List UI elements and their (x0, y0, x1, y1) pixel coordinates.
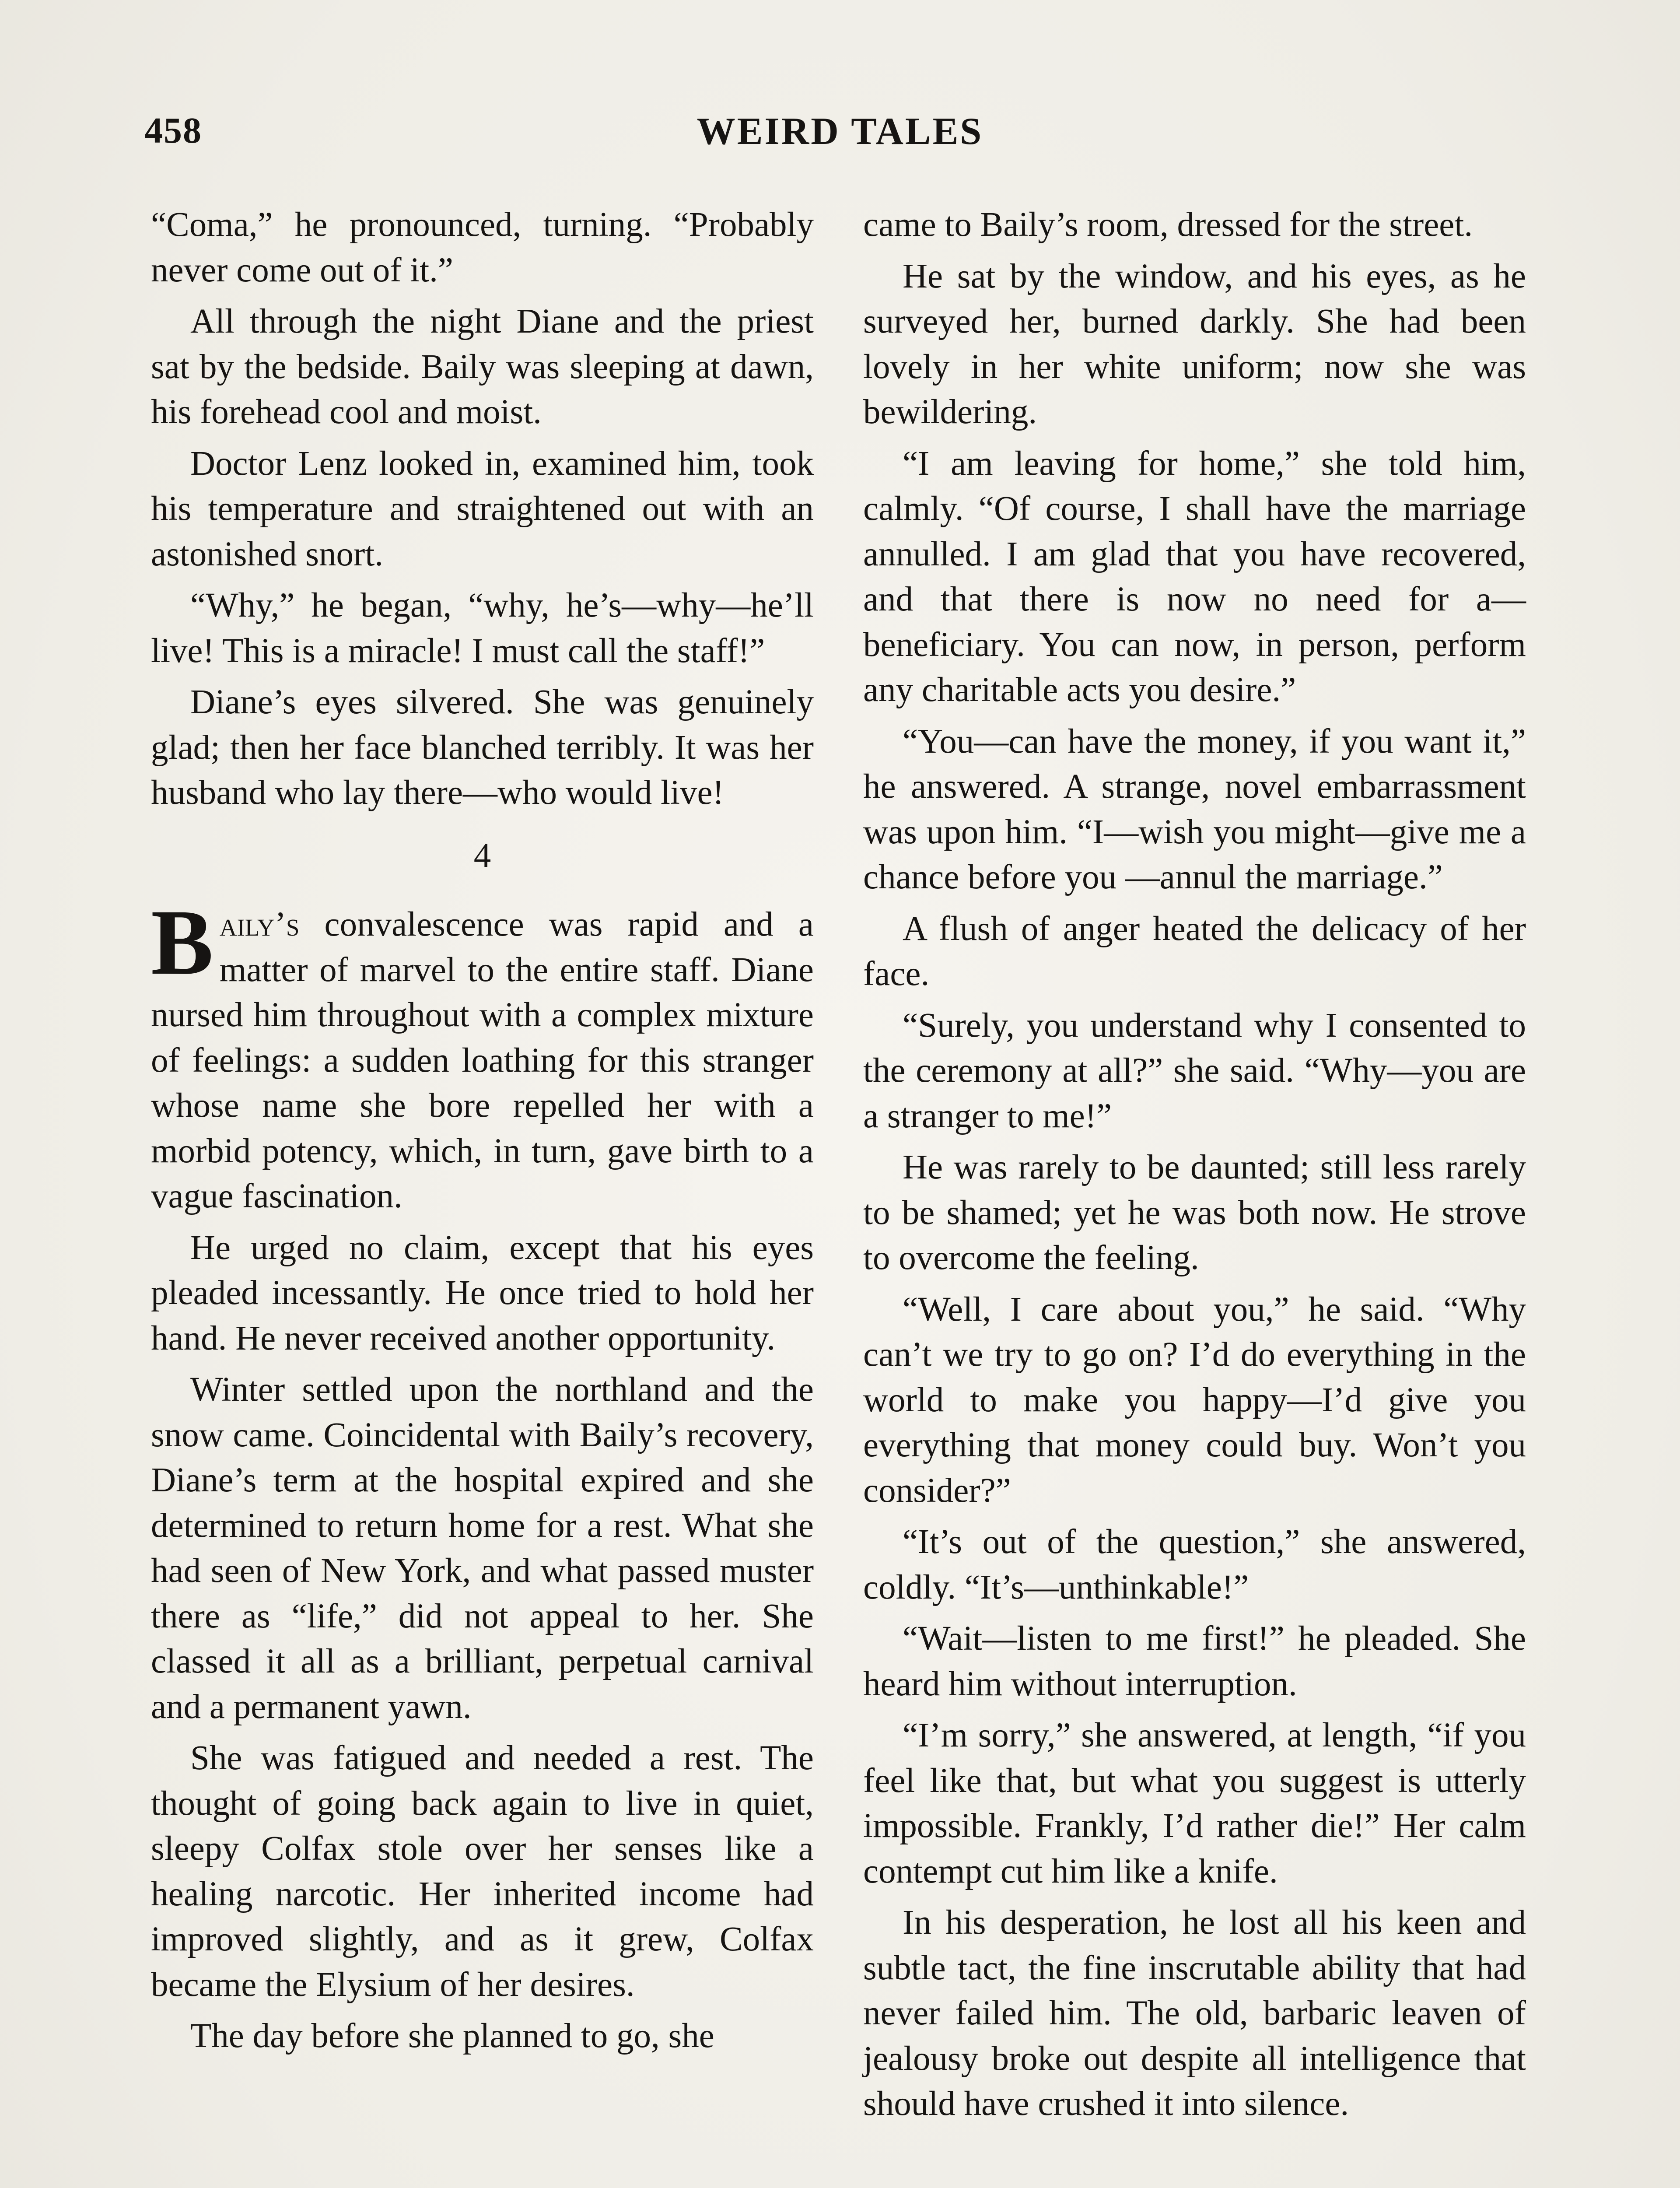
drop-cap: B (151, 891, 214, 994)
paragraph: “Coma,” he pronounced, turning. “Probably never come out of it.” (151, 206, 814, 289)
paragraph: “You—can have the money, if you want it,” he answered. A strange, novel embarrassment was upon him. “I—wish you might—give me a chance before you —annul the marriage.” (863, 722, 1526, 896)
paragraph: “Wait—listen to me first!” he pleaded. She heard him without interruption. (863, 1620, 1526, 1703)
paragraph: He urged no claim, except that his eyes pleaded incessantly. He once tried to hold her hand. He never received another opportunity. (151, 1228, 814, 1357)
page-number: 458 (144, 110, 202, 151)
paragraph: Doctor Lenz looked in, examined him, took his temperature and straightened out with an astonished snort. (151, 444, 814, 573)
paragraph: A flush of anger heated the delicacy of her face. (863, 909, 1526, 993)
paragraph: “Well, I care about you,” he said. “Why can’t we try to go on? I’d do everything in the world to make you happy—I’d give you everything that money could buy. Won’t you consider?” (863, 1290, 1526, 1510)
paragraph: “Why,” he began, “why, he’s—why—he’ll live! This is a miracle! I must call the staff!” (151, 586, 814, 670)
left-column (151, 202, 814, 2065)
paragraph: He was rarely to be daunted; still less rarely to be shamed; yet he was both now. He strove to overcome the feeling. (863, 1148, 1526, 1277)
paragraph: Winter settled upon the northland and the snow came. Coincidental with Baily’s recovery, Diane’s term at the hospital expired and she determined to return home for a rest. What she had seen of New York, and what passed muster there as “life,” did not appeal to her. She classed it all as a brilliant, perpetual carnival and a permanent yawn. (151, 1371, 814, 1726)
right-column (863, 202, 1526, 2133)
paragraph: “I’m sorry,” she answered, at length, “if you feel like that, but what you suggest is utterly impossible. Frankly, I’d rather die!” Her calm contempt cut him like a knife. (863, 1716, 1526, 1890)
paragraph-dropcap (151, 891, 814, 1219)
paragraph: In his desperation, he lost all his keen and subtle tact, the fine inscrutable ability that had never failed him. The old, barbaric leaven of jealousy broke out despite all intelligence that should have crushed it into silence. (863, 1904, 1526, 2123)
paragraph: He sat by the window, and his eyes, as he surveyed her, burned darkly. She had been lovely in her white uniform; now she was bewildering. (863, 257, 1526, 431)
paragraph: “It’s out of the question,” she answered, coldly. “It’s—unthinkable!” (863, 1523, 1526, 1606)
paragraph: “Surely, you understand why I consented to the ceremony at all?” she said. “Why—you are a stranger to me!” (863, 1006, 1526, 1135)
paragraph: came to Baily’s room, dressed for the street. (863, 206, 1473, 244)
magazine-title: WEIRD TALES (696, 110, 984, 153)
paragraph-text: convalescence was rapid and a matter of marvel to the entire staff. Diane nursed him throughout with a complex mixture of feelings: a sudden loathing for this stranger whose name she bore repelled her with a morbid potency, which, in turn, gave birth to a vague fascination. (151, 905, 814, 1215)
paragraph: She was fatigued and needed a rest. The thought of going back again to live in quiet, sleepy Colfax stole over her senses like a healing narcotic. Her inherited income had improved slightly, and as it grew, Colfax became the Elysium of her desires. (151, 1739, 814, 2004)
section-number: 4 (473, 836, 491, 875)
small-caps-word: aily’s (219, 905, 300, 943)
paragraph: “I am leaving for home,” she told him, calmly. “Of course, I shall have the marriage annulled. I am glad that you have recovered, and that there is now no need for a—beneficiary. You can now, in person, perform any charitable acts you desire.” (863, 444, 1526, 709)
paragraph: All through the night Diane and the priest sat by the bedside. Baily was sleeping at dawn, his forehead cool and moist. (151, 302, 814, 431)
page-header (144, 109, 1536, 162)
paragraph: Diane’s eyes silvered. She was genuinely glad; then her face blanched terribly. It was her husband who lay there—who would live! (151, 683, 814, 812)
paragraph: The day before she planned to go, she (190, 2017, 714, 2055)
